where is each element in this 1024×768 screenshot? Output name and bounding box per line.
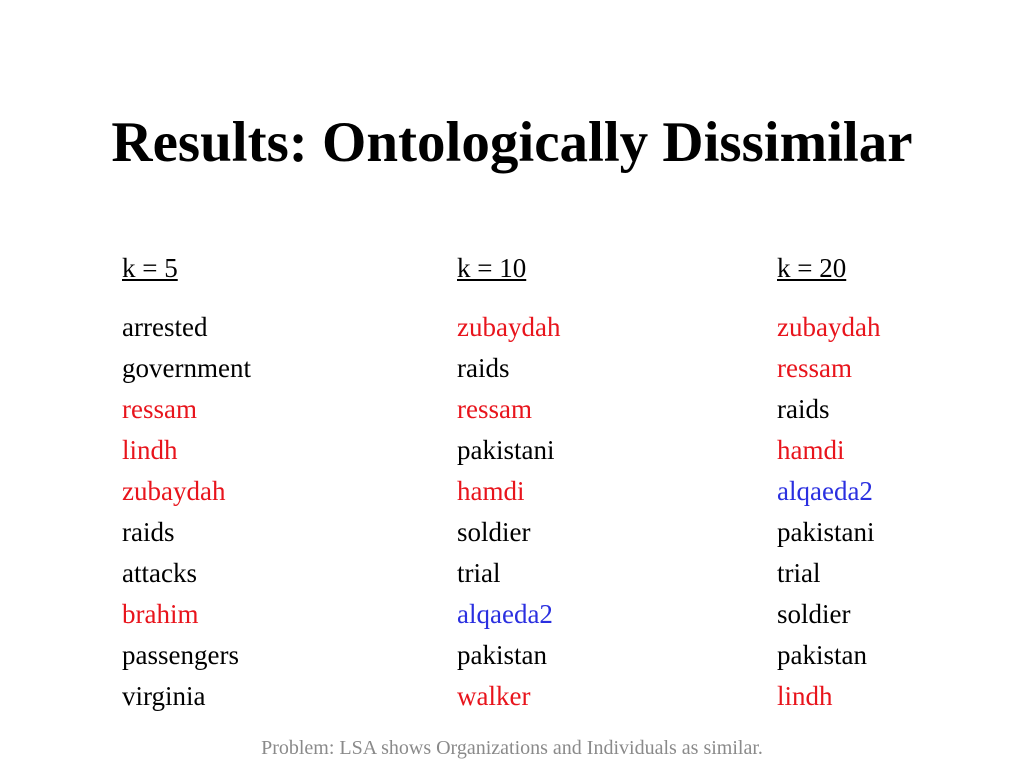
term-item: trial <box>777 558 821 588</box>
term-item: pakistan <box>457 640 547 670</box>
term-item: soldier <box>777 599 851 629</box>
term-item: virginia <box>122 681 206 711</box>
term-item: pakistani <box>457 435 555 465</box>
term-list <box>457 307 560 717</box>
column-header: k = 5 <box>122 253 178 283</box>
term-list <box>777 307 880 717</box>
term-item: alqaeda2 <box>777 476 873 506</box>
column-k5 <box>122 250 251 717</box>
term-item: passengers <box>122 640 239 670</box>
term-item: hamdi <box>777 435 845 465</box>
term-item: trial <box>457 558 501 588</box>
slide-title: Results: Ontologically Dissimilar <box>111 111 913 174</box>
term-item: raids <box>457 353 510 383</box>
column-header: k = 20 <box>777 253 847 283</box>
term-item: lindh <box>777 681 833 711</box>
term-list <box>122 307 251 717</box>
term-item: pakistan <box>777 640 867 670</box>
term-item: arrested <box>122 312 208 342</box>
term-item: soldier <box>457 517 531 547</box>
slide-footer-note: Problem: LSA shows Organizations and Individuals as similar. <box>261 737 763 759</box>
term-item: ressam <box>122 394 197 424</box>
column-header: k = 10 <box>457 253 527 283</box>
term-item: government <box>122 353 251 383</box>
term-item: brahim <box>122 599 199 629</box>
column-k10 <box>457 250 560 717</box>
column-k20 <box>777 250 880 717</box>
term-item: ressam <box>457 394 532 424</box>
term-item: pakistani <box>777 517 875 547</box>
term-item: zubaydah <box>122 476 226 506</box>
term-item: ressam <box>777 353 852 383</box>
term-item: lindh <box>122 435 178 465</box>
term-item: walker <box>457 681 531 711</box>
term-item: zubaydah <box>457 312 561 342</box>
term-item: alqaeda2 <box>457 599 553 629</box>
term-item: raids <box>777 394 830 424</box>
term-item: zubaydah <box>777 312 881 342</box>
term-item: raids <box>122 517 175 547</box>
term-item: attacks <box>122 558 197 588</box>
term-item: hamdi <box>457 476 525 506</box>
